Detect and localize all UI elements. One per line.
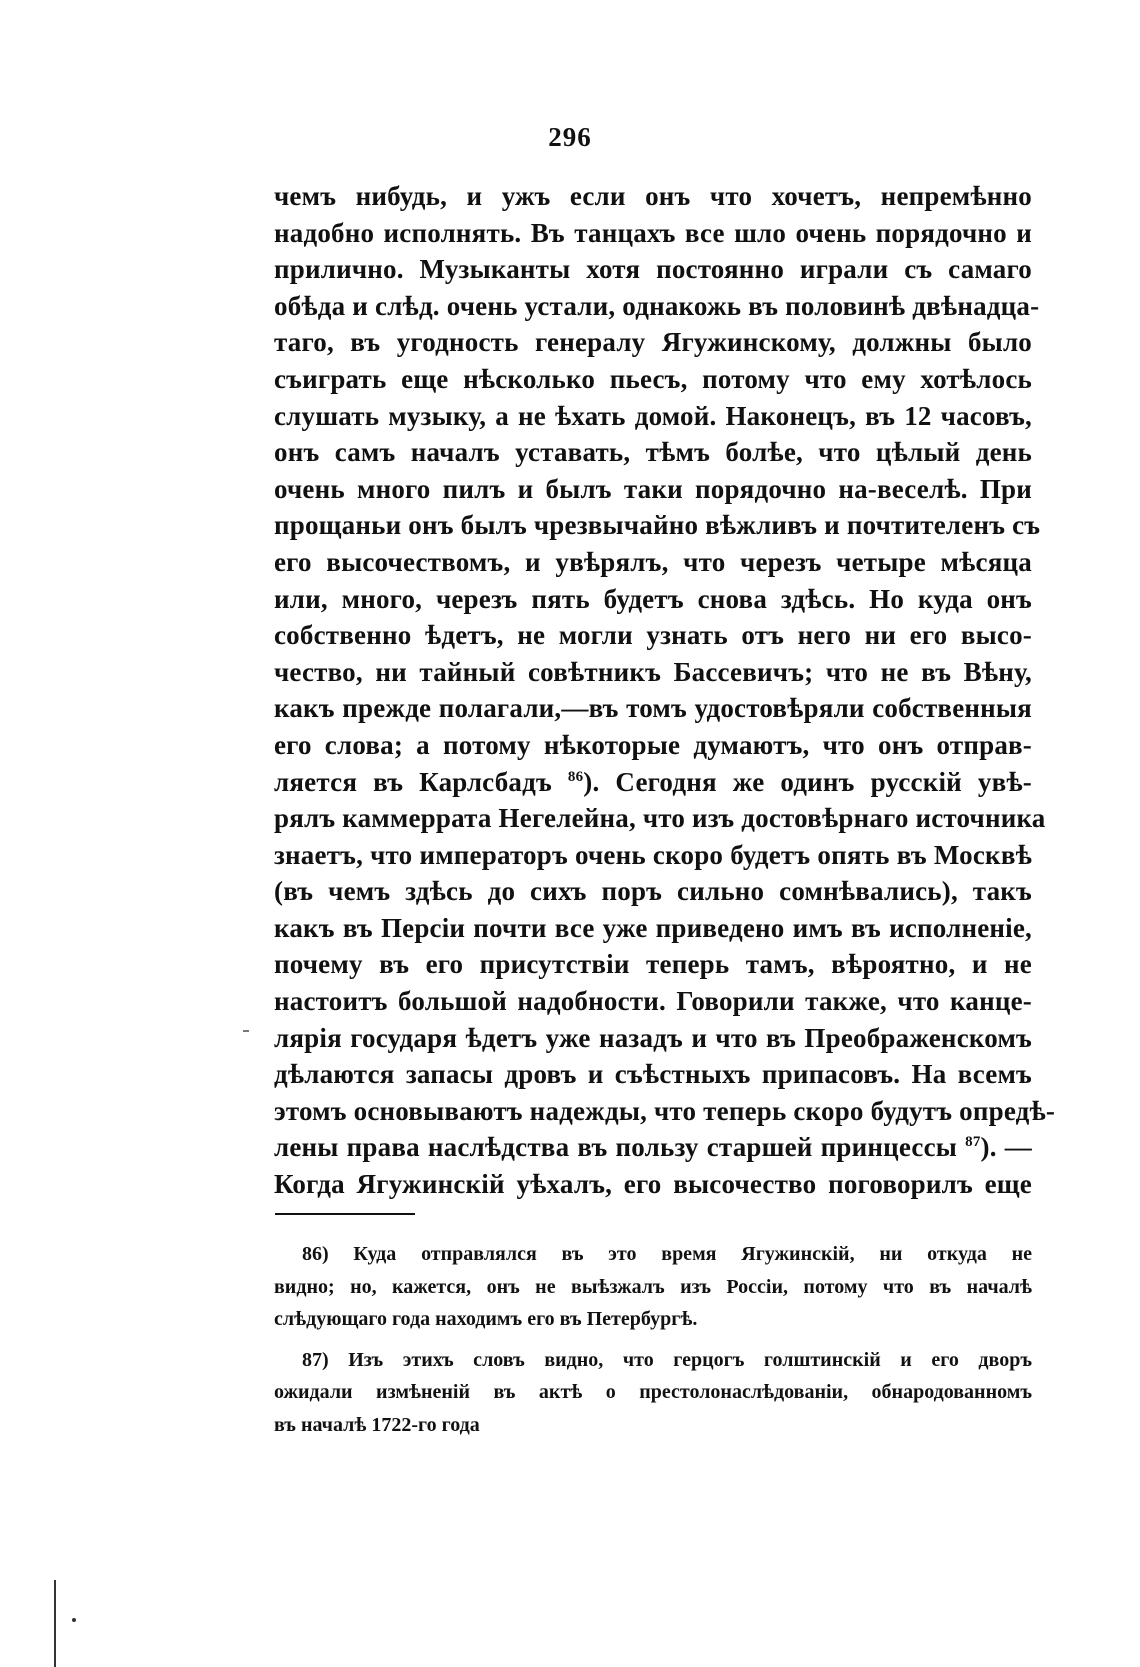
text-line: этомъ основываютъ надежды, что теперь скоро будутъ опредѣ- (274, 1095, 1056, 1126)
text-line: онъ самъ началъ уставать, тѣмъ болѣе, что цѣлый день (274, 437, 1032, 468)
text-line: обѣда и слѣд. очень устали, однакожь въ половинѣ двѣнадца- (274, 290, 1040, 321)
text-line: какъ въ Персіи почти все уже приведено имъ въ исполненіе, (274, 912, 1032, 943)
text-line: его высочествомъ, и увѣрялъ, что черезъ четыре мѣсяца (274, 546, 1032, 577)
footnote-line: ожидали измѣненій въ актѣ о престолонаслѣдованіи, обнародованномъ (274, 1381, 1032, 1403)
text-line: прилично. Музыканты хотя постоянно играли съ самаго (274, 254, 1032, 285)
text-line: Когда Ягужинскій уѣхалъ, его высочество поговорилъ еще (274, 1169, 1032, 1200)
footnote-ref-86[interactable]: 86 (567, 768, 584, 785)
text-line: почему въ его присутствіи теперь тамъ, вѣроятно, и не (274, 949, 1032, 980)
text-line: рялъ каммеррата Негелейна, что изъ достовѣрнаго источника (274, 803, 1046, 834)
footnote-ref-87[interactable]: 87 (965, 1134, 981, 1151)
text-line: его слова; а потому нѣкоторые думаютъ, что онъ отправ- (274, 729, 1032, 760)
footnote-87 (274, 1344, 1032, 1442)
text-line: надобно исполнять. Въ танцахъ все шло очень порядочно и (274, 217, 1032, 248)
text-line-with-footnote-ref (274, 1129, 1032, 1166)
text-line: чество, ни тайный совѣтникъ Бассевичъ; что не въ Вѣну, (274, 656, 1032, 687)
text-line: какъ прежде полагали,—въ томъ удостовѣряли собственныя (274, 693, 1032, 724)
text-line: настоитъ большой надобности. Говорили также, что канце- (274, 986, 1032, 1017)
text-line: дѣлаются запасы дровъ и съѣстныхъ припасовъ. На всемъ (274, 1059, 1032, 1090)
scan-margin-line (54, 1580, 56, 1667)
footnote-gap (274, 1336, 1032, 1344)
footnotes-block (274, 1238, 1032, 1441)
footnote-line: видно; но, кажется, онъ не выѣзжалъ изъ Россіи, потому что въ началѣ (274, 1275, 1032, 1298)
page-number: 296 (548, 122, 592, 152)
text-segment: ). — (980, 1132, 1032, 1163)
text-segment: ). Сегодня же одинъ русскій увѣ- (583, 766, 1032, 797)
scan-margin-dot (72, 1618, 76, 1622)
text-segment: ляется въ Карлсбадъ (274, 766, 568, 797)
text-line: очень много пилъ и былъ таки порядочно на-веселѣ. При (274, 473, 1032, 504)
text-line: знаетъ, что императоръ очень скоро будетъ опять въ Москвѣ (274, 839, 1032, 870)
main-text-block (274, 178, 1056, 1203)
text-line: (въ чемъ здѣсь до сихъ поръ сильно сомнѣвались), такъ (274, 876, 1032, 907)
text-line: прощаньи онъ былъ чрезвычайно вѣжливъ и почтителенъ съ (274, 510, 1041, 541)
text-line-with-footnote-ref (274, 764, 1032, 801)
text-line: лярія государя ѣдетъ уже назадъ и что въ Преображенскомъ (274, 1022, 1032, 1053)
footnote-line: слѣдующаго года находимъ его въ Петербургѣ. (274, 1308, 698, 1330)
scan-mark (243, 1030, 249, 1032)
footnote-line: 87) Изъ этихъ словъ видно, что герцогъ голштинскій и его дворъ (302, 1348, 1032, 1371)
footnote-86 (274, 1238, 1032, 1336)
text-line: съиграть еще нѣсколько пьесъ, потому что ему хотѣлось (274, 363, 1032, 394)
text-segment: лены права наслѣдства въ пользу старшей принцессы (274, 1132, 966, 1163)
text-line: собственно ѣдетъ, не могли узнать отъ него ни его высо- (274, 620, 1032, 651)
text-line: чемъ нибудь, и ужъ если онъ что хочетъ, непремѣнно (274, 181, 1032, 211)
footnote-line: въ началѣ 1722-го года (274, 1413, 480, 1436)
text-line: таго, въ угодность генералу Ягужинскому, должны было (274, 327, 1032, 358)
footnote-line: 86) Куда отправлялся въ это время Ягужинскій, ни откуда не (302, 1243, 1032, 1265)
footnote-separator (275, 1213, 415, 1215)
text-line: слушать музыку, а не ѣхать домой. Наконецъ, въ 12 часовъ, (274, 400, 1032, 431)
text-line: или, много, черезъ пять будетъ снова здѣсь. Но куда онъ (274, 583, 1032, 614)
